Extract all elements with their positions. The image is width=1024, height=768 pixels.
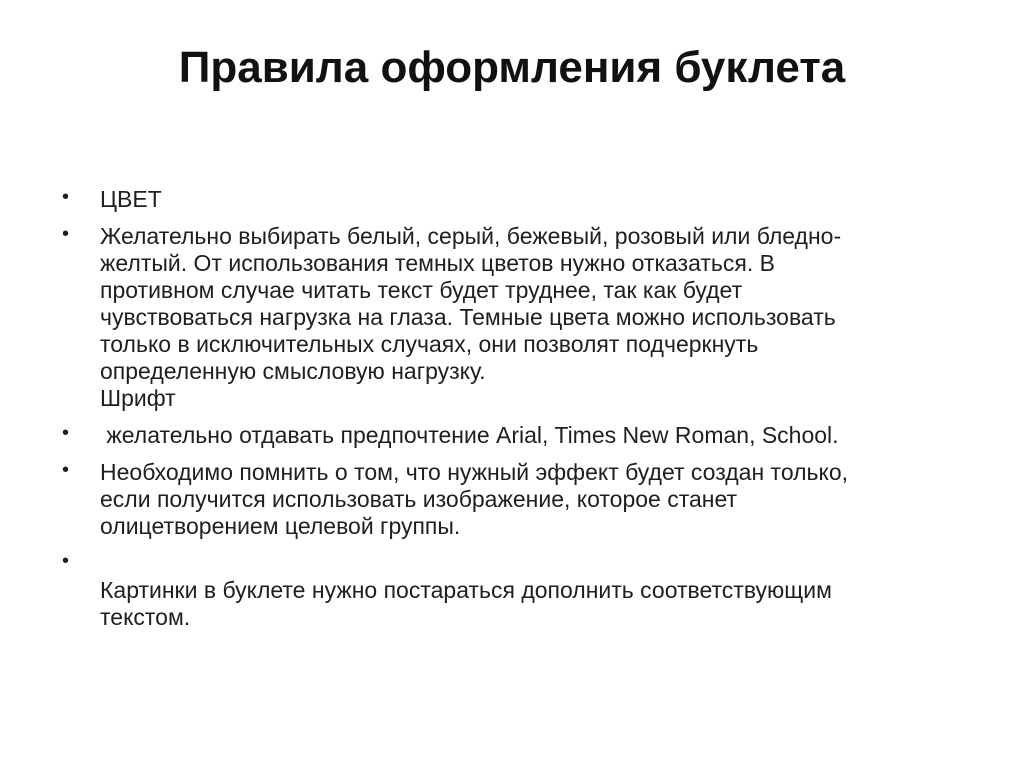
item-line: противном случае читать текст будет труднее, так как будет xyxy=(100,277,743,303)
slide-title: Правила оформления буклета xyxy=(178,43,846,92)
empty-line xyxy=(100,550,962,577)
item-line: чувствоваться нагрузка на глаза. Темные цвета можно использовать xyxy=(100,304,836,330)
item-line: Необходимо помнить о том, что нужный эффект будет создан только, xyxy=(100,459,849,485)
item-line: желательно отдавать предпочтение Arial, Times New Roman, School. xyxy=(100,422,839,448)
item-line: текстом. xyxy=(100,604,191,630)
item-line: только в исключительных случаях, они позволят подчеркнуть xyxy=(100,331,759,357)
bullet-icon: • xyxy=(62,223,70,245)
bullet-icon: • xyxy=(62,422,70,444)
item-line: Картинки в буклете нужно постараться дополнить соответствующим xyxy=(100,577,832,603)
slide-body xyxy=(62,186,962,641)
bullet-icon: • xyxy=(62,550,70,572)
item-line: Шрифт xyxy=(100,385,176,411)
list-item-color-description xyxy=(62,223,962,412)
bullet-icon: • xyxy=(62,186,70,208)
item-line: ЦВЕТ xyxy=(100,186,162,212)
item-line: Желательно выбирать белый, серый, бежевый, розовый или бледно- xyxy=(100,223,842,249)
list-item-font xyxy=(62,422,962,449)
bullet-icon: • xyxy=(62,459,70,481)
item-line: если получится использовать изображение, которое станет xyxy=(100,486,738,512)
list-item-image xyxy=(62,459,962,540)
list-item-pictures xyxy=(62,550,962,631)
item-line: олицетворением целевой группы. xyxy=(100,513,461,539)
item-line: желтый. От использования темных цветов нужно отказаться. В xyxy=(100,250,775,276)
list-item-color xyxy=(62,186,962,213)
item-line: определенную смысловую нагрузку. xyxy=(100,358,486,384)
